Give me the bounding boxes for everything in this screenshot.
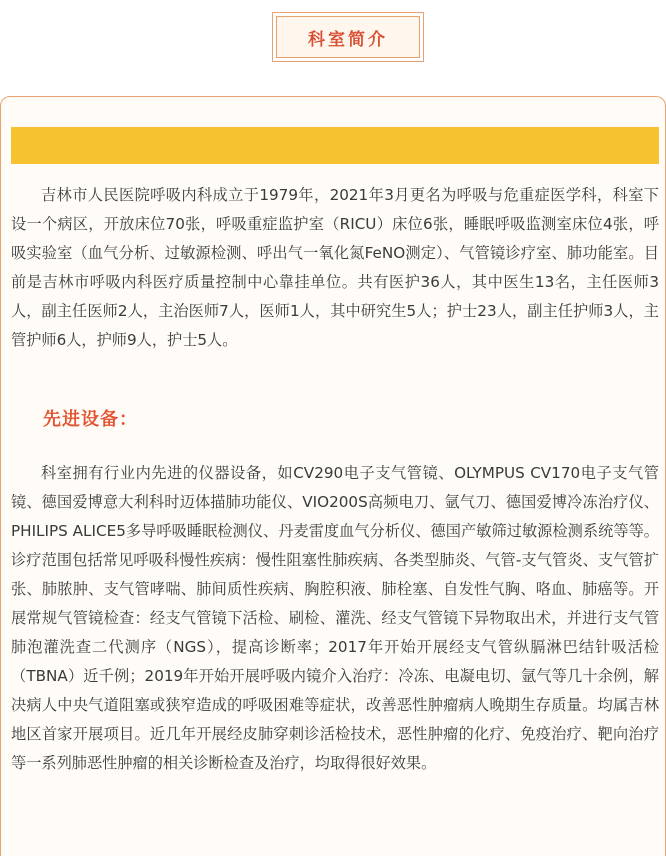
decorative-banner: [11, 127, 659, 164]
intro-paragraph: 吉林市人民医院呼吸内科成立于1979年，2021年3月更名为呼吸与危重症医学科，科室下设一个病区，开放床位70张，呼吸重症监护室（RICU）床位6张，睡眠呼吸监测室床位4张，呼吸实验室（血气分析、过敏源检测、呼出气一氧化氮FeNO测定）、气管镜诊疗室、肺功能室。目前是吉林市呼吸内科医疗质量控制中心靠挂单位。共有医护36人，其中医生13名，主任医师3人，副主任医师2人，主治医师7人，医师1人，其中研究生5人；护士23人，副主任护师3人，主管护师6人，护师9人，护士5人。: [11, 186, 659, 349]
section-title-frame: [272, 12, 424, 62]
section-title: 科室简介: [276, 16, 420, 58]
content-card: [0, 96, 666, 856]
equipment-paragraph: 科室拥有行业内先进的仪器设备，如CV290电子支气管镜、OLYMPUS CV170电子支气管镜、德国爱博意大利科时迈体描肺功能仪、VIO200S高频电刀、氩气刀、德国爱博冷冻治疗仪、PHILIPS ALICE5多导呼吸睡眠检测仪、丹麦雷度血气分析仪、德国产敏筛过敏源检测系统等等。诊疗范围包括常见呼吸科慢性疾病：慢性阻塞性肺疾病、各类型肺炎、气管-支气管炎、支气管扩张、肺脓肿、支气管哮喘、肺间质性疾病、胸腔积液、肺栓塞、自发性气胸、咯血、肺癌等。开展常规气管镜检查：经支气管镜下活检、刷检、灌洗、经支气管镜下异物取出术，并进行支气管肺泡灌洗查二代测序（NGS），提高诊断率；2017年开始开展经支气管纵膈淋巴结针吸活检（TBNA）近千例；2019年开始开展呼吸内镜介入治疗：冷冻、电凝电切、氩气等几十余例，解决病人中央气道阻塞或狭窄造成的呼吸困难等症状，改善恶性肿瘤病人晚期生存质量。均属吉林地区首家开展项目。近几年开展经皮肺穿刺诊活检技术，恶性肿瘤的化疗、免疫治疗、靶向治疗等一系列肺恶性肿瘤的相关诊断检查及治疗，均取得很好效果。: [11, 464, 659, 772]
equipment-heading: 先进设备：: [43, 409, 138, 430]
